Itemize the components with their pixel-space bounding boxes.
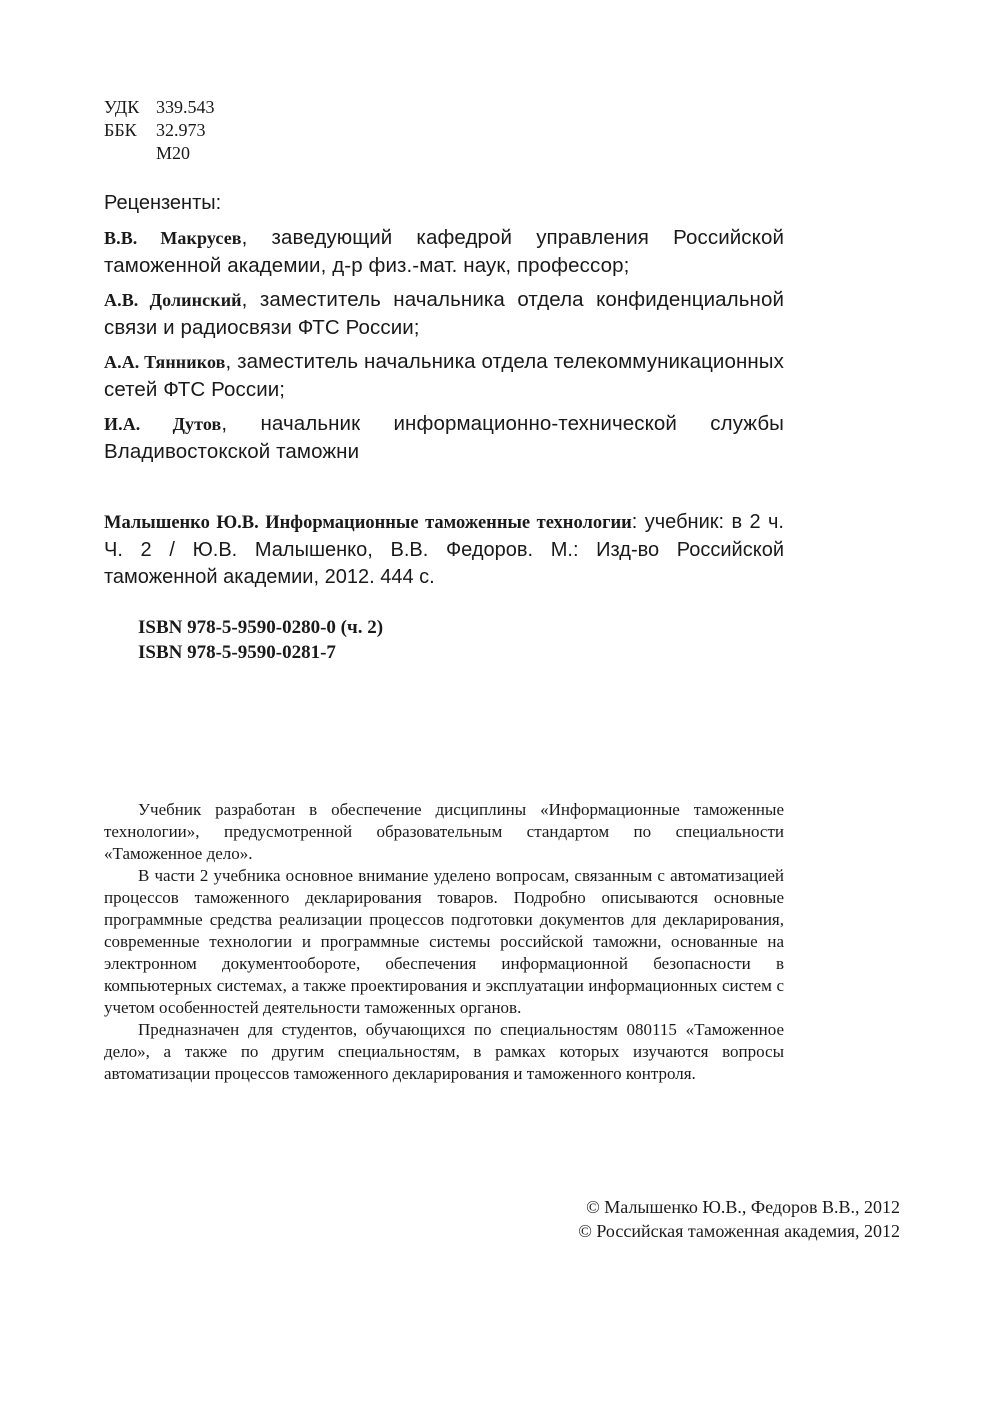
isbn-set: ISBN 978-5-9590-0281-7 — [138, 642, 336, 663]
classification-bbk — [104, 119, 784, 142]
reviewer-name: В.В. Макрусев — [104, 228, 242, 248]
reviewer-name: А.А. Тянников — [104, 352, 226, 372]
classification-value: 339.543 — [156, 97, 215, 117]
reviewer-name: А.В. Долинский — [104, 290, 242, 310]
annotation-paragraph: Учебник разработан в обеспечение дисциплины «Информационные таможенные технологии», предусмотренной образовательным стандартом по специальности «Таможенное дело». — [104, 800, 784, 863]
title-verso-page — [104, 96, 784, 1085]
reviewer-entry — [104, 410, 784, 465]
reviewers-heading: Рецензенты: — [104, 192, 222, 214]
classification-author-mark — [104, 142, 784, 165]
copyright-authors: © Малышенко Ю.В., Федоров В.В., 2012 — [586, 1197, 900, 1217]
annotation-paragraph: Предназначен для студентов, обучающихся по специальностям 080115 «Таможенное дело», а также по другим специальностям, в рамках которых изучаются вопросы автоматизации процессов таможенного декларирования и таможенного контроля. — [104, 1020, 784, 1083]
classification-block — [104, 96, 784, 165]
classification-key: УДК — [104, 97, 140, 117]
bibliographic-title: Малышенко Ю.В. Информационные таможенные технологии — [104, 513, 632, 533]
reviewer-position: , заведующий кафедрой управления Российской таможенной академии, д-р физ.-мат. наук, профессор; — [104, 226, 784, 277]
annotation-paragraph: В части 2 учебника основное внимание уделено вопросам, связанным с автоматизацией процессов таможенного декларирования товаров. Подробно описываются основные программные средства реализации процессов подготовки документов для декларирования, современные технологии и программные системы российской таможни, основанные на электронном документообороте, обеспечения информационной безопасности в компьютерных системах, а также проектирования и эксплуатации информационных систем с учетом особенностей деятельности таможенных органов. — [104, 866, 784, 1017]
classification-key: ББК — [104, 120, 137, 140]
classification-value: М20 — [156, 143, 191, 163]
classification-value: 32.973 — [156, 120, 206, 140]
reviewer-entry — [104, 348, 784, 403]
copyright-block — [578, 1195, 900, 1243]
bibliographic-details: : учебник: в 2 ч. Ч. 2 / Ю.В. Малышенко, В.В. Федоров. М.: Изд-во Российской таможенной академии, 2012. 444 с. — [104, 511, 784, 588]
reviewer-position: , заместитель начальника отдела конфиденциальной связи и радиосвязи ФТС России; — [104, 288, 784, 339]
reviewer-position: , заместитель начальника отдела телекоммуникационных сетей ФТС России; — [104, 350, 784, 401]
reviewer-name: И.А. Дутов — [104, 414, 222, 434]
reviewer-entry — [104, 286, 784, 341]
classification-udk — [104, 96, 784, 119]
reviewer-position: , начальник информационно-технической службы Владивостокской таможни — [104, 412, 784, 463]
copyright-publisher: © Российская таможенная академия, 2012 — [578, 1221, 900, 1241]
bibliographic-record — [104, 509, 784, 591]
reviewers-list — [104, 224, 784, 465]
classification-key — [104, 142, 156, 165]
reviewer-entry — [104, 224, 784, 279]
isbn-part: ISBN 978-5-9590-0280-0 (ч. 2) — [138, 617, 384, 638]
isbn-block — [104, 615, 784, 665]
annotation — [104, 799, 784, 1085]
